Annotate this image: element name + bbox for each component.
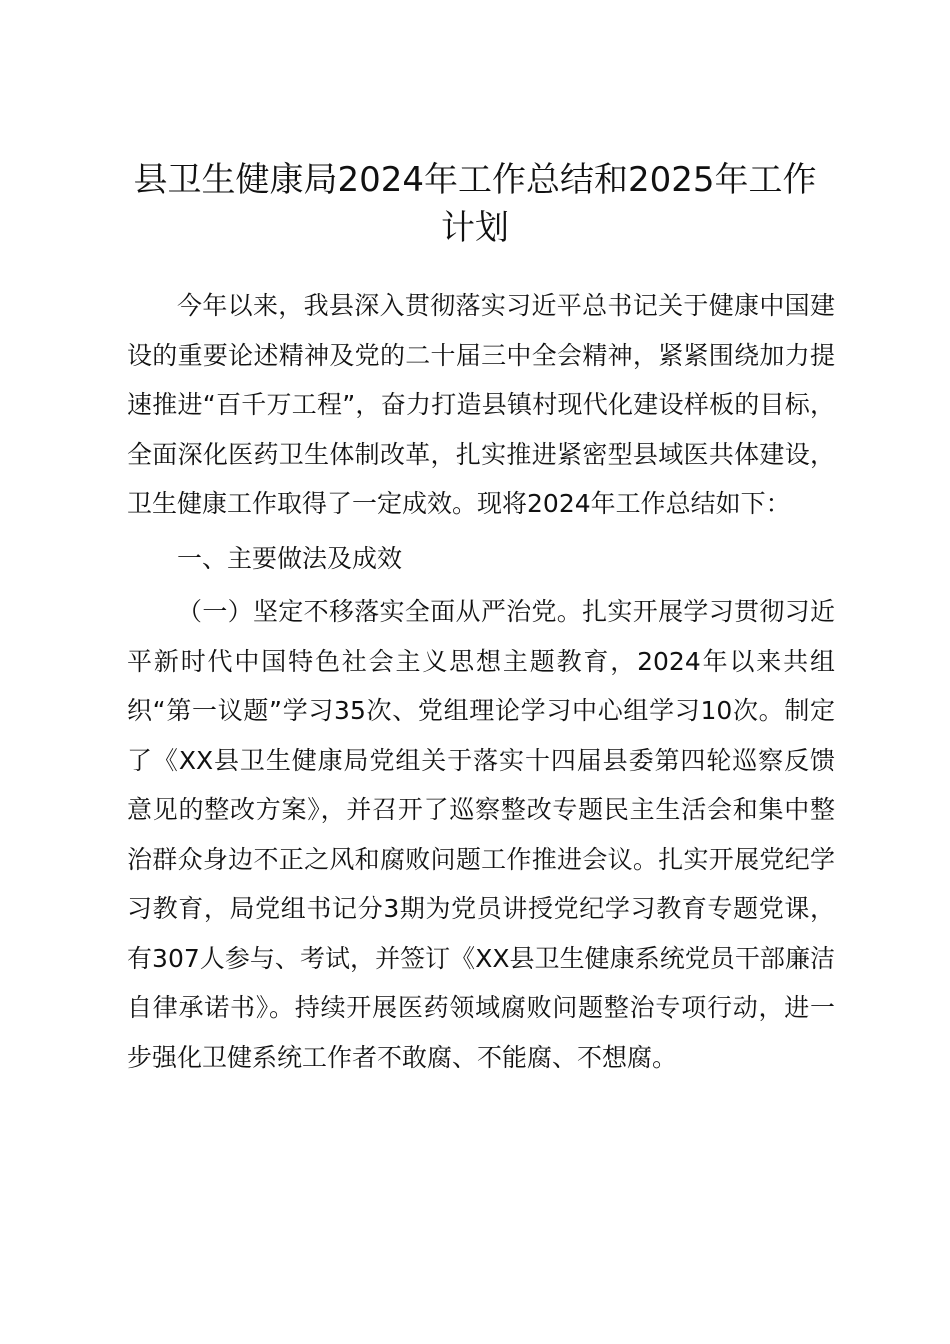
document-body [127,281,835,1082]
intro-paragraph: 今年以来，我县深入贯彻落实习近平总书记关于健康中国建设的重要论述精神及党的二十届三中全会精神，紧紧围绕加力提速推进“百千万工程”，奋力打造县镇村现代化建设样板的目标，全面深化医药卫生体制改革，扎实推进紧密型县域医共体建设，卫生健康工作取得了一定成效。现将2024年工作总结如下： [127,291,835,518]
document-title: 县卫生健康局2024年工作总结和2025年工作计划 [133,160,817,248]
section-heading: 一、主要做法及成效 [177,543,403,573]
subsection-paragraph: （一）坚定不移落实全面从严治党。扎实开展学习贯彻习近平新时代中国特色社会主义思想主题教育，2024年以来共组织“第一议题”学习35次、党组理论学习中心组学习10次。制定了《XX县卫生健康局党组关于落实十四届县委第四轮巡察反馈意见的整改方案》，并召开了巡察整改专题民主生活会和集中整治群众身边不正之风和腐败问题工作推进会议。扎实开展党纪学习教育，局党组书记分3期为党员讲授党纪学习教育专题党课，有307人参与、考试，并签订《XX县卫生健康系统党员干部廉洁自律承诺书》。持续开展医药领域腐败问题整治专项行动，进一步强化卫健系统工作者不敢腐、不能腐、不想腐。 [127,597,835,1072]
